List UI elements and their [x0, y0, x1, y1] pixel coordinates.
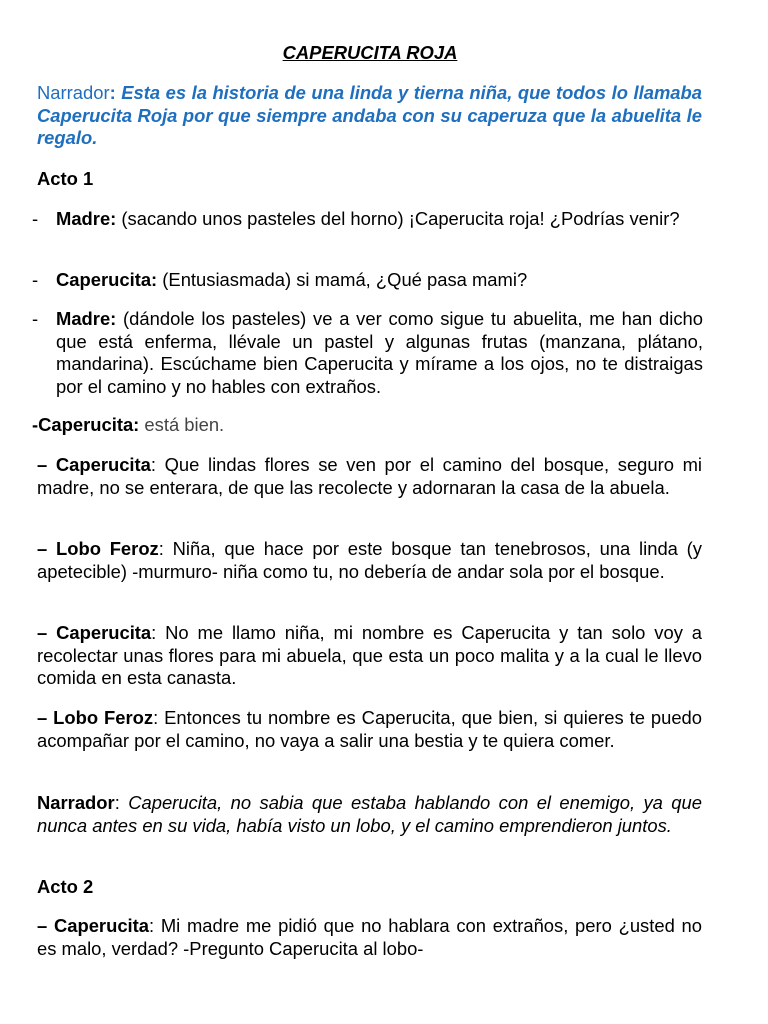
act-1-heading: Acto 1	[37, 168, 94, 189]
intro-narrator-label: Narrador	[37, 82, 110, 103]
dialog-text: : Entonces tu nombre es Caperucita, que bien, si quieres te puedo acompañar por el camino, no vaya a salir una bestia y te quiera comer.	[37, 707, 702, 751]
dialog-line-caperucita-2	[32, 414, 702, 437]
speaker-name: Madre:	[56, 308, 117, 329]
narrator-text: Caperucita, no sabia que estaba hablando con el enemigo, ya que nunca antes en su vida, había visto un lobo, y el camino emprendieron juntos.	[37, 792, 702, 836]
speaker-name: -Caperucita:	[32, 414, 140, 435]
speaker-name: Caperucita	[56, 622, 152, 643]
dialog-text: : No me llamo niña, mi nombre es Caperucita y tan solo voy a recolectar unas flores para mi abuela, que esta un poco malita y a la cual le llevo comida en esta canasta.	[37, 622, 702, 688]
dialog-caperucita-3	[37, 622, 702, 690]
speaker-name: Caperucita:	[56, 269, 158, 290]
narrator-colon: :	[114, 792, 129, 813]
dialog-lobo-2	[37, 707, 702, 752]
list-bullet: -	[32, 308, 39, 329]
narrator-label: Narrador	[37, 792, 115, 813]
dialog-dash: –	[37, 622, 57, 643]
dialog-caperucita-flores	[37, 454, 702, 499]
list-bullet: -	[32, 269, 39, 290]
dialog-lobo-1	[37, 538, 702, 583]
speaker-name: Lobo Feroz	[56, 538, 159, 559]
dialog-caperucita-4	[37, 915, 702, 960]
speaker-name: Caperucita	[55, 454, 151, 475]
intro-paragraph	[37, 82, 702, 150]
dialog-text: : Mi madre me pidió que no hablara con extraños, pero ¿usted no es malo, verdad? -Pregunto Caperucita al lobo-	[37, 915, 702, 959]
dialog-text: está bien.	[139, 414, 225, 435]
intro-text: Esta es la historia de una linda y tierna niña, que todos lo llamaba Caperucita Roja por que siempre andaba con su caperuza que la abuelita le regalo.	[37, 82, 702, 148]
dialog-dash: –	[37, 538, 56, 559]
dialog-dash: –	[37, 915, 54, 936]
dialog-text: : Niña, que hace por este bosque tan tenebrosos, una linda (y apetecible) -murmuro- niña como tu, no debería de andar sola por el bosque.	[37, 538, 702, 582]
dialog-line-caperucita-1	[56, 269, 703, 292]
list-bullet: -	[32, 208, 39, 229]
dialog-text: (Entusiasmada) si mamá, ¿Qué pasa mami?	[157, 269, 528, 290]
dialog-line-madre-2	[56, 308, 703, 398]
speaker-name: Lobo Feroz	[53, 707, 154, 728]
dialog-text: (sacando unos pasteles del horno) ¡Caperucita roja! ¿Podrías venir?	[116, 208, 680, 229]
dialog-text: : Que lindas flores se ven por el camino del bosque, seguro mi madre, no se enterara, de que las recolecte y adornaran la casa de la abuela.	[37, 454, 702, 498]
dialog-dash: –	[37, 707, 54, 728]
dialog-dash: –	[37, 454, 56, 475]
dialog-text: (dándole los pasteles) ve a ver como sigue tu abuelita, me han dicho que está enferma, llévale un pastel y algunas frutas (manzana, plátano, mandarina). Escúchame bien Caperucita y mírame a los ojos, no te distraigas por el camino y no hables con extraños.	[56, 308, 703, 397]
intro-colon: :	[109, 82, 122, 103]
narrator-paragraph-2	[37, 792, 702, 837]
speaker-name: Caperucita	[53, 915, 150, 936]
dialog-line-madre-1	[56, 208, 703, 231]
document-title: CAPERUCITA ROJA	[282, 42, 458, 63]
act-2-heading: Acto 2	[37, 876, 94, 897]
speaker-name: Madre:	[56, 208, 117, 229]
